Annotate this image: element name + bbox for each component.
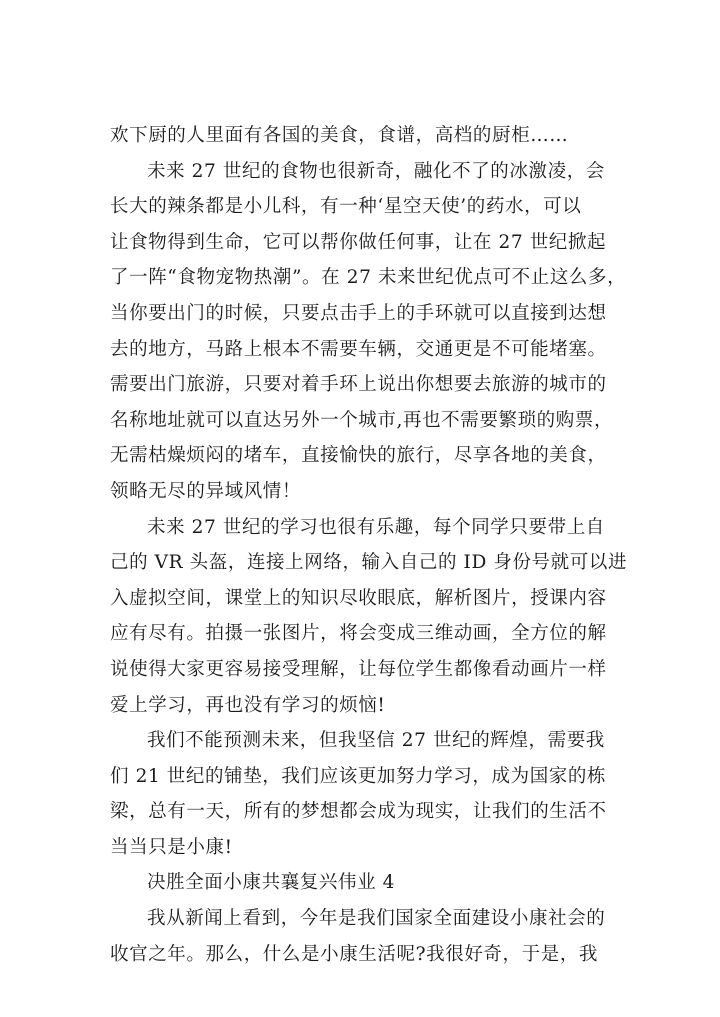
text-line: 欢下厨的人里面有各国的美食，食谱，高档的厨柜……	[110, 125, 569, 146]
text-line: 入虚拟空间，课堂上的知识尽收眼底，解析图片，授课内容	[110, 587, 607, 609]
text-line: 我们不能预测未来，但我坚信 27 世纪的辉煌，需要我	[147, 730, 605, 752]
text-line: 当你要出门的时候，只要点击手上的手环就可以直接到达想	[110, 302, 607, 324]
text-line: 名称地址就可以直达另外一个城市,再也不需要繁琐的购票，	[110, 409, 614, 431]
text-line: 爱上学习，再也没有学习的烦恼!	[110, 694, 386, 716]
text-line: 己的 VR 头盔，连接上网络，输入自己的 ID 身份号就可以进	[110, 552, 628, 574]
text-line: 决胜全面小康共襄复兴伟业 4	[147, 872, 396, 894]
text-line: 收官之年。那么，什么是小康生活呢?我很好奇，于是，我	[110, 943, 599, 965]
text-line: 去的地方，马路上根本不需要车辆，交通更是不可能堵塞。	[110, 338, 607, 360]
text-line: 未来 27 世纪的学习也很有乐趣，每个同学只要带上自	[147, 516, 605, 538]
text-line: 需要出门旅游，只要对着手环上说出你想要去旅游的城市的	[110, 374, 607, 396]
text-line: 们 21 世纪的铺垫，我们应该更加努力学习，成为国家的栋	[110, 765, 607, 787]
text-line: 了一阵“食物宠物热潮”。在 27 未来世纪优点可不止这么多，	[110, 267, 627, 289]
text-line: 说使得大家更容易接受理解，让每位学生都像看动画片一样	[110, 658, 607, 680]
text-line: 无需枯燥烦闷的堵车，直接愉快的旅行，尽享各地的美食，	[110, 445, 607, 467]
text-line: 应有尽有。拍摄一张图片，将会变成三维动画，全方位的解	[110, 623, 607, 645]
text-line: 梁，总有一天，所有的梦想都会成为现实，让我们的生活不	[110, 801, 607, 823]
text-line: 我从新闻上看到，今年是我们国家全面建设小康社会的	[147, 908, 606, 930]
text-line: 未来 27 世纪的食物也很新奇，融化不了的冰激凌，会	[147, 160, 605, 182]
text-line: 领略无尽的异域风情！	[110, 480, 302, 502]
text-line: 当当只是小康!	[110, 836, 233, 858]
document-body	[110, 118, 628, 972]
text-line: 长大的辣条都是小儿科，有一种‘星空天使’的药水，可以	[110, 196, 582, 218]
text-line: 让食物得到生命，它可以帮你做任何事，让在 27 世纪掀起	[110, 231, 607, 253]
